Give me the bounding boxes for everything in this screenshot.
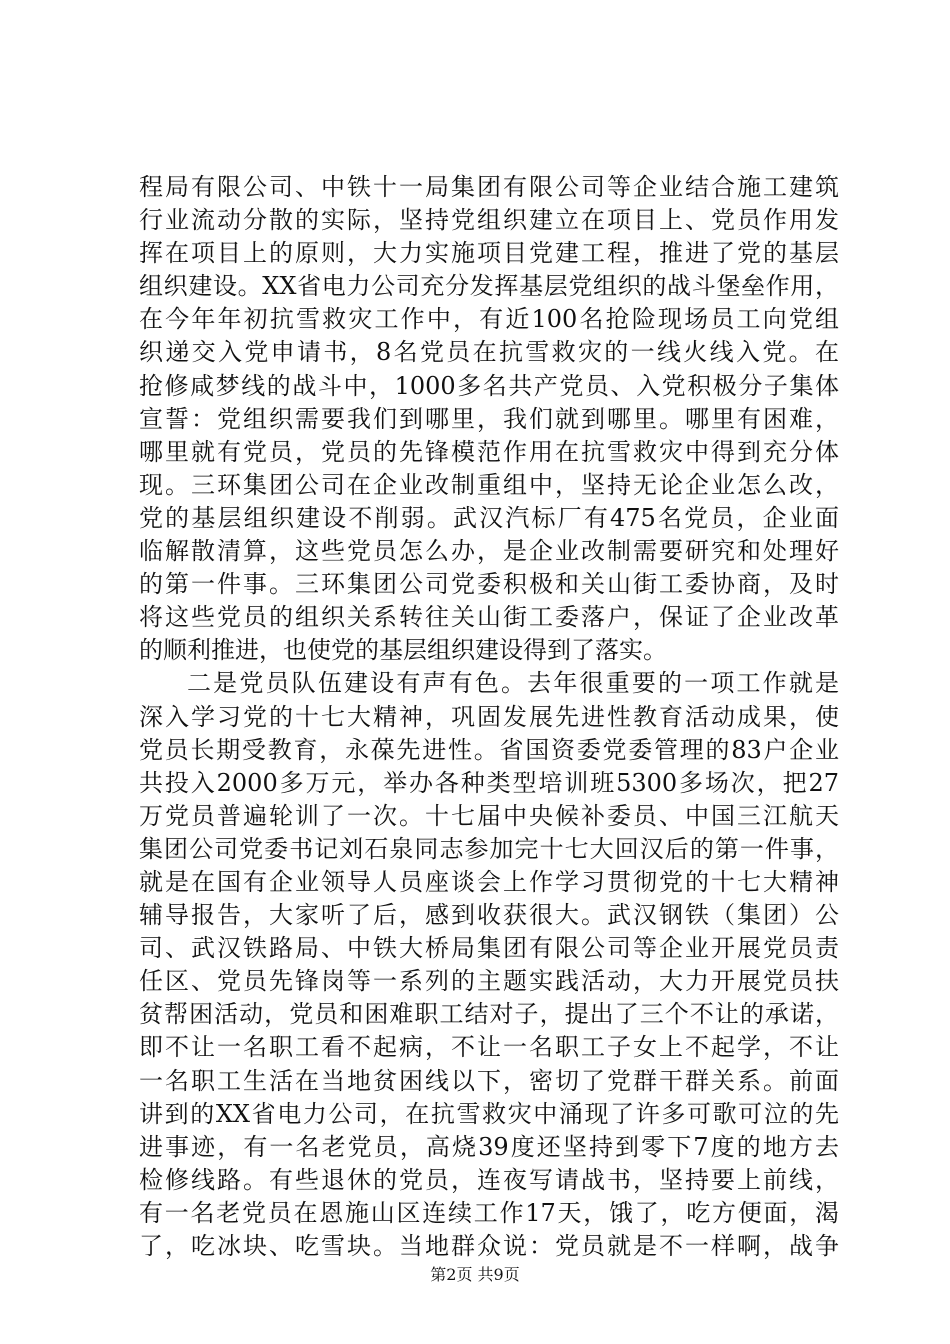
text-line: 临解散清算，这些党员怎么办，是企业改制需要研究和处理好 bbox=[139, 537, 839, 566]
text-line: 将这些党员的组织关系转往关山街工委落户，保证了企业改革 bbox=[139, 603, 839, 632]
text-line: 就是在国有企业领导人员座谈会上作学习贯彻党的十七大精神 bbox=[139, 867, 839, 896]
text-line: 贫帮困活动，党员和困难职工结对子，提出了三个不让的承诺， bbox=[139, 1000, 839, 1029]
text-line: 辅导报告，大家听了后，感到收获很大。武汉钢铁（集团）公 bbox=[139, 901, 839, 930]
text-line: 的第一件事。三环集团公司党委积极和关山街工委协商，及时 bbox=[139, 570, 839, 599]
text-line: 共投入2000多万元，举办各种类型培训班5300多场次，把27 bbox=[139, 768, 839, 797]
text-line-paragraph-end: 的顺利推进，也使党的基层组织建设得到了落实。 bbox=[139, 636, 667, 665]
text-line: 有一名老党员在恩施山区连续工作17天，饿了，吃方便面，渴 bbox=[139, 1198, 839, 1227]
text-line: 抢修咸梦线的战斗中，1000多名共产党员、入党积极分子集体 bbox=[139, 371, 839, 400]
text-line: 深入学习党的十七大精神，巩固发展先进性教育活动成果，使 bbox=[139, 702, 839, 731]
text-line: 现。三环集团公司在企业改制重组中，坚持无论企业怎么改， bbox=[139, 470, 839, 499]
text-line: 即不让一名职工看不起病，不让一名职工子女上不起学，不让 bbox=[139, 1033, 839, 1062]
page-number-footer: 第2页 共9页 bbox=[430, 1265, 520, 1284]
text-line: 党的基层组织建设不削弱。武汉汽标厂有475名党员，企业面 bbox=[139, 503, 839, 532]
text-line: 司、武汉铁路局、中铁大桥局集团有限公司等企业开展党员责 bbox=[139, 934, 839, 963]
text-line: 织递交入党申请书，8名党员在抗雪救灾的一线火线入党。在 bbox=[139, 338, 839, 367]
text-line: 组织建设。XX省电力公司充分发挥基层党组织的战斗堡垒作用， bbox=[139, 272, 839, 301]
body-text bbox=[139, 171, 839, 1263]
text-line: 进事迹，有一名老党员，高烧39度还坚持到零下7度的地方去 bbox=[139, 1132, 839, 1161]
text-line-paragraph-start: 二是党员队伍建设有声有色。去年很重要的一项工作就是 bbox=[187, 669, 839, 698]
text-line: 宣誓：党组织需要我们到哪里，我们就到哪里。哪里有困难， bbox=[139, 404, 839, 433]
text-line: 万党员普遍轮训了一次。十七届中央候补委员、中国三江航天 bbox=[139, 801, 839, 830]
text-line: 哪里就有党员，党员的先锋模范作用在抗雪救灾中得到充分体 bbox=[139, 437, 839, 466]
text-line: 了，吃冰块、吃雪块。当地群众说：党员就是不一样啊，战争 bbox=[139, 1232, 839, 1260]
text-line: 讲到的XX省电力公司，在抗雪救灾中涌现了许多可歌可泣的先 bbox=[139, 1099, 839, 1128]
text-line: 挥在项目上的原则，大力实施项目党建工程，推进了党的基层 bbox=[139, 239, 839, 268]
text-line: 任区、党员先锋岗等一系列的主题实践活动，大力开展党员扶 bbox=[139, 967, 839, 996]
text-line: 党员长期受教育，永葆先进性。省国资委党委管理的83户企业 bbox=[139, 735, 839, 764]
text-line: 程局有限公司、中铁十一局集团有限公司等企业结合施工建筑 bbox=[139, 173, 839, 201]
text-line: 集团公司党委书记刘石泉同志参加完十七大回汉后的第一件事， bbox=[139, 834, 839, 863]
text-line: 行业流动分散的实际，坚持党组织建立在项目上、党员作用发 bbox=[139, 206, 839, 235]
text-line: 一名职工生活在当地贫困线以下，密切了党群干群关系。前面 bbox=[139, 1066, 839, 1095]
text-line: 在今年年初抗雪救灾工作中，有近100名抢险现场员工向党组 bbox=[139, 305, 839, 334]
text-line: 检修线路。有些退休的党员，连夜写请战书，坚持要上前线， bbox=[139, 1165, 839, 1194]
